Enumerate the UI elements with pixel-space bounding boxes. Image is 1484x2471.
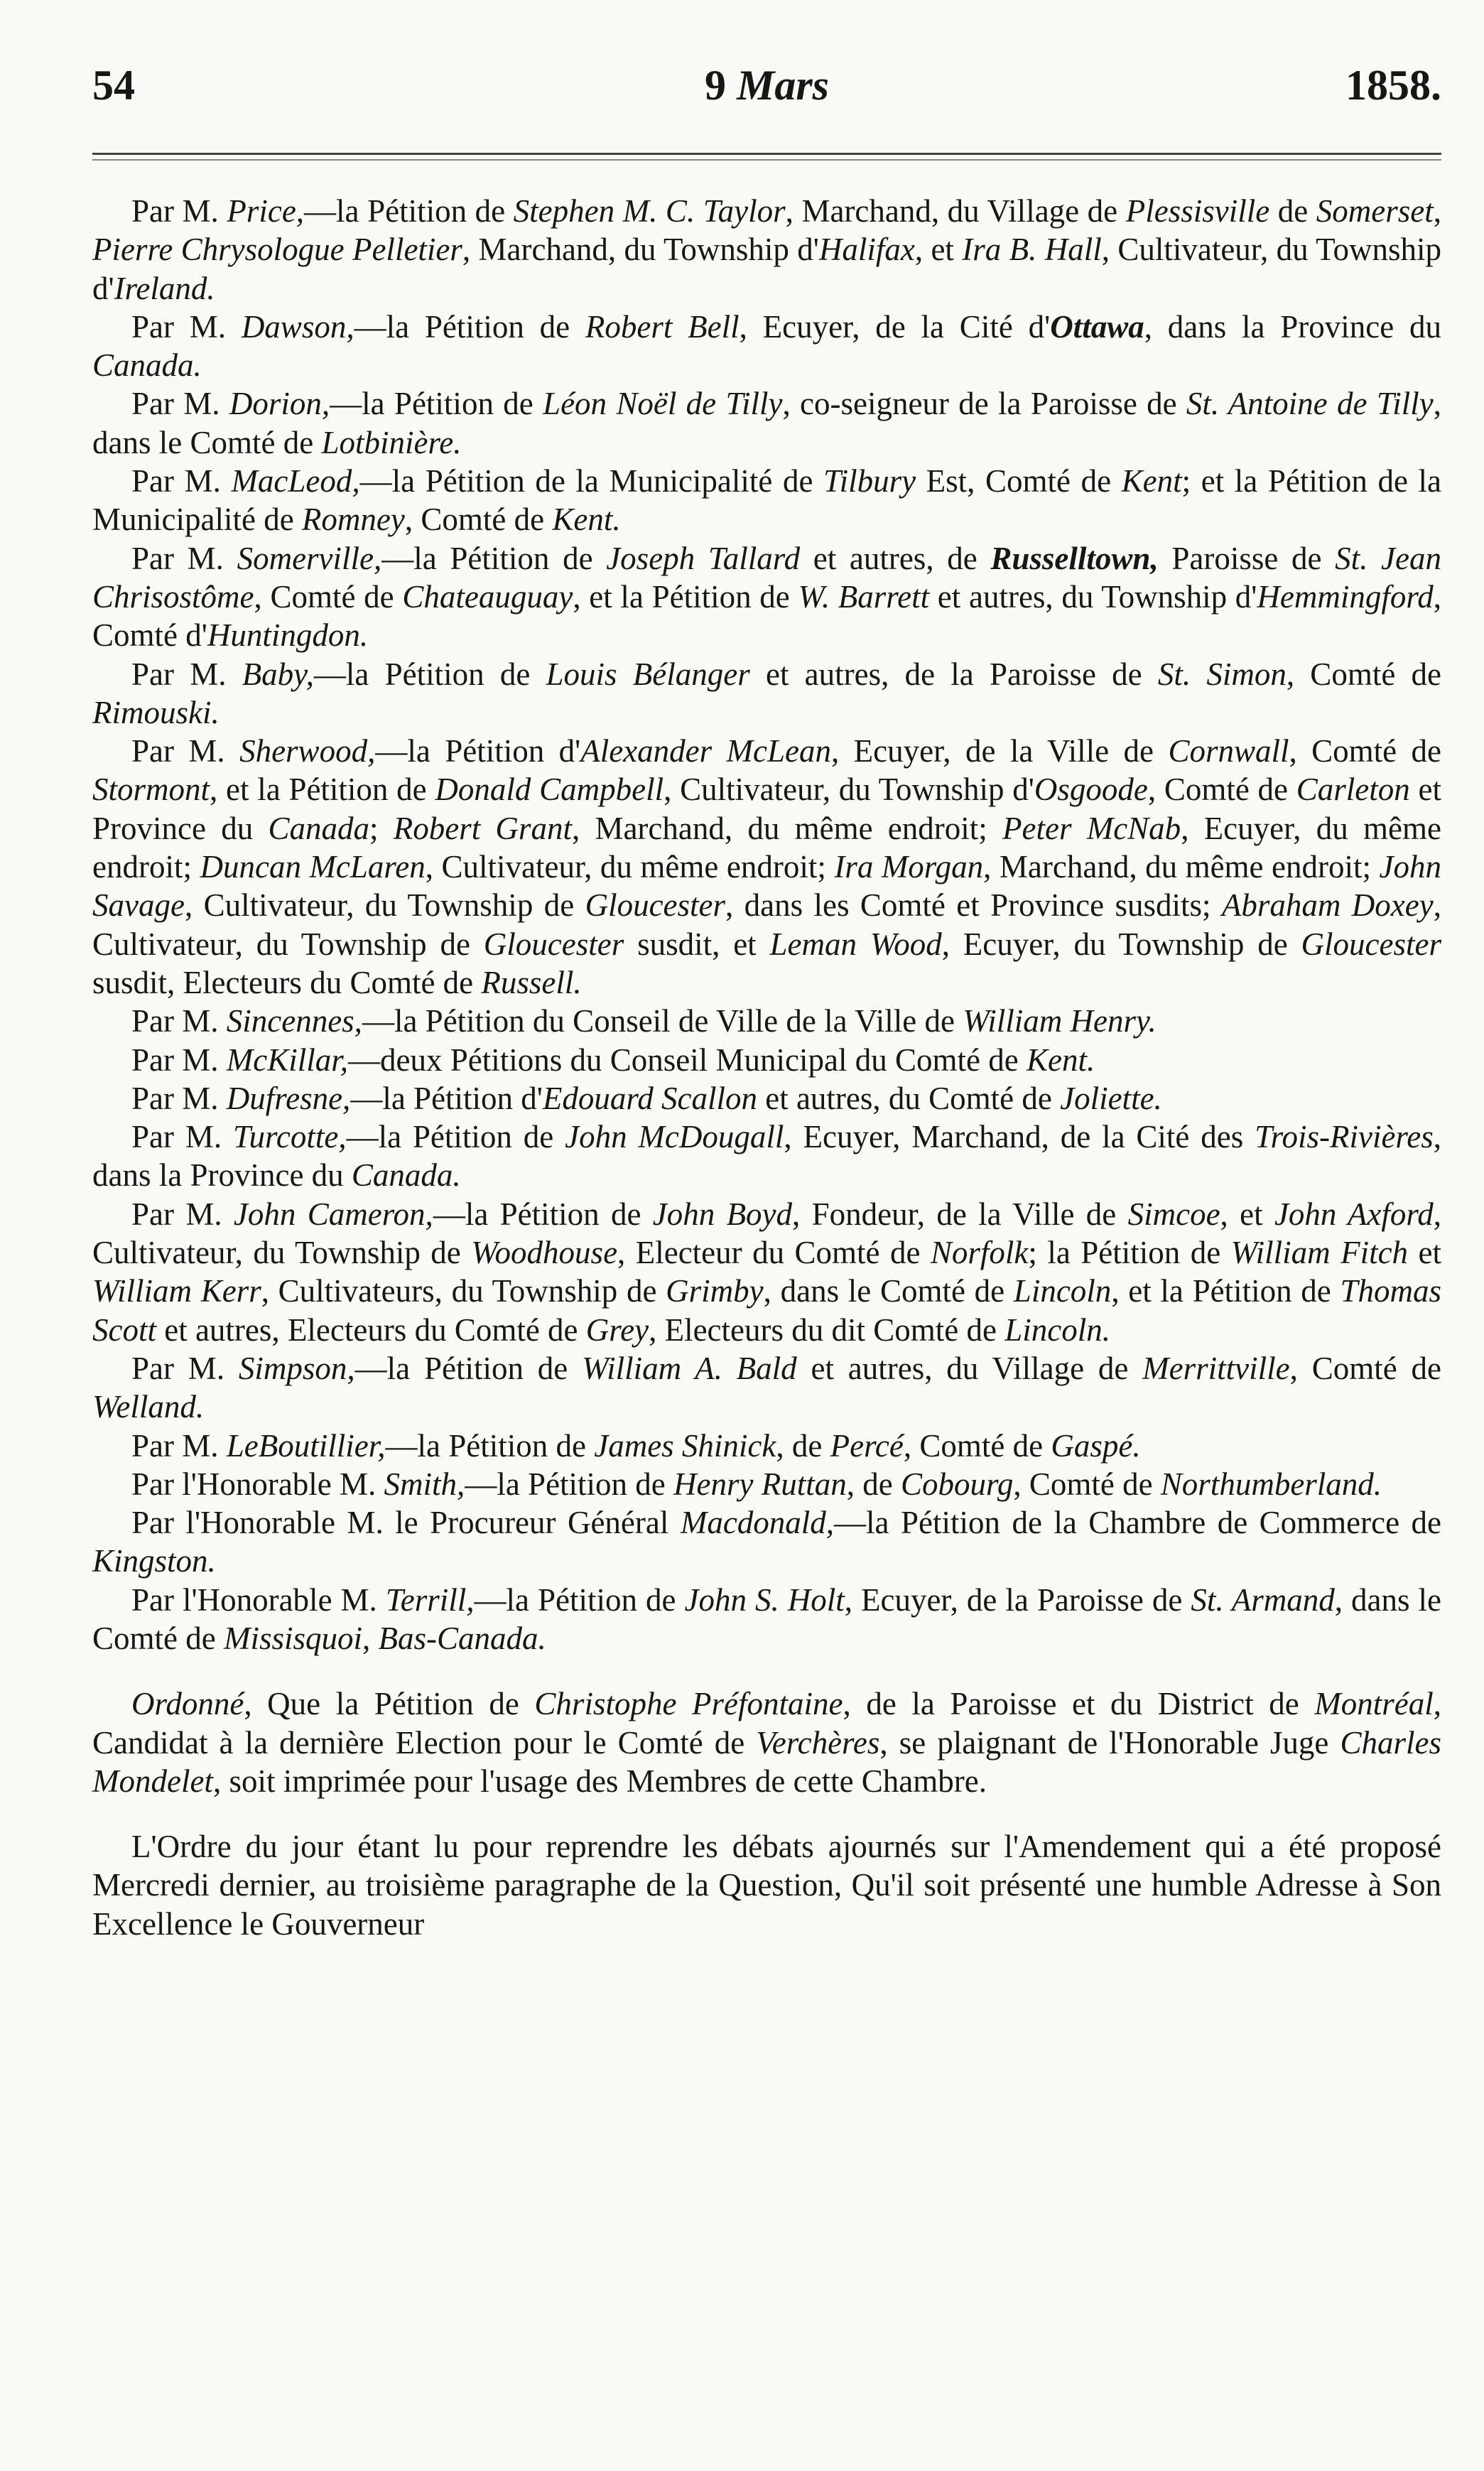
text-run: Par M. xyxy=(131,1042,227,1078)
text-run: , Candidat à la dernière Election pour le Comté de xyxy=(92,1686,1441,1761)
text-run: , et la Pétition de xyxy=(1111,1273,1341,1309)
italic-name: Peter McNab xyxy=(1002,810,1181,846)
petition-paragraph xyxy=(92,192,1441,308)
text-run: —la Pétition de la Municipalité de xyxy=(359,463,824,499)
text-run: Par M. xyxy=(131,1119,233,1155)
text-run: Paroisse de xyxy=(1158,540,1336,576)
italic-name: Canada. xyxy=(92,347,202,384)
text-run: , Comté de xyxy=(1289,1350,1441,1386)
italic-name: Robert Grant xyxy=(393,810,572,846)
text-run: , Comté d' xyxy=(92,578,1441,654)
text-run: —la Pétition de xyxy=(433,1196,653,1232)
text-run: —deux Pétitions du Conseil Municipal du Comté de xyxy=(348,1042,1027,1078)
text-run: , dans le Comté de xyxy=(763,1273,1014,1309)
text-run: , xyxy=(362,1620,379,1656)
text-run: —la Pétition de xyxy=(354,1350,583,1386)
header-year: 1858. xyxy=(1345,62,1441,109)
italic-name: Romney xyxy=(301,502,405,538)
italic-name: Louis Bélanger xyxy=(546,656,750,692)
text-run: , Marchand, du même endroit; xyxy=(983,849,1380,885)
italic-name: Kent. xyxy=(552,502,621,538)
text-run: , Ecuyer, du même endroit; xyxy=(92,810,1441,885)
text-run: —la Pétition d' xyxy=(350,1080,543,1116)
italic-name: William A. Bald xyxy=(582,1350,797,1386)
text-run: —la Pétition de la Chambre de Commerce de xyxy=(834,1505,1441,1541)
text-run: et autres, Electeurs du Comté de xyxy=(156,1312,586,1348)
text-run: Par M. xyxy=(131,193,227,229)
italic-name: John Boyd xyxy=(652,1196,793,1232)
text-run: Par M. xyxy=(131,540,237,576)
text-run: Par M. xyxy=(131,386,229,422)
petition-paragraph xyxy=(92,1503,1441,1581)
text-run: ; et la Pétition de la Municipalité de xyxy=(92,463,1442,538)
header-rule xyxy=(92,153,1441,161)
text-run: , co-seigneur de la Paroisse de xyxy=(782,386,1186,422)
petition-paragraph xyxy=(92,384,1441,462)
document-body xyxy=(92,192,1441,1943)
italic-name: Tilbury xyxy=(823,463,916,499)
italic-name: Merrittville xyxy=(1142,1350,1290,1386)
italic-name: Plessisville xyxy=(1125,193,1270,229)
text-run: Par M. xyxy=(131,656,242,692)
header-date xyxy=(92,50,1441,121)
text-run: Par M. xyxy=(131,1350,239,1386)
text-run: —la Pétition de xyxy=(354,308,585,345)
italic-name: Thomas Scott xyxy=(92,1273,1441,1348)
italic-name: Cobourg xyxy=(900,1466,1014,1502)
text-run: , Que la Pétition de xyxy=(244,1686,535,1722)
petition-paragraph xyxy=(92,1581,1441,1658)
text-run: —la Pétition de xyxy=(385,1427,595,1464)
italic-name: Chateauguay xyxy=(402,578,573,615)
italic-name: Joliette. xyxy=(1060,1080,1162,1116)
italic-name: St. Armand xyxy=(1191,1581,1335,1618)
text-run: , Comté de xyxy=(1289,733,1442,769)
italic-name: Montréal xyxy=(1314,1686,1434,1722)
italic-name: Northumberland. xyxy=(1160,1466,1382,1502)
text-run: , Comté de xyxy=(1147,772,1296,808)
text-run: , dans la Province du xyxy=(92,1119,1441,1194)
petition-paragraph xyxy=(92,655,1441,732)
italic-name: Russell. xyxy=(481,964,582,1000)
text-run: , Comté de xyxy=(254,578,403,615)
text-run: , Electeurs du dit Comté de xyxy=(649,1312,1005,1348)
italic-name: Kent. xyxy=(1026,1042,1095,1078)
text-run: de xyxy=(1269,193,1316,229)
text-run: et autres, du Village de xyxy=(796,1350,1143,1386)
italic-name: Sherwood, xyxy=(239,733,376,769)
italic-name: Welland. xyxy=(92,1389,205,1425)
text-run: , Comté de xyxy=(903,1427,1051,1464)
italic-name: W. Barrett xyxy=(798,578,930,615)
text-run: , Comté de xyxy=(1286,656,1441,692)
text-run: —la Pétition de xyxy=(465,1466,674,1502)
italic-name: Huntingdon. xyxy=(207,617,369,654)
petition-paragraph xyxy=(92,1827,1441,1943)
text-run: —la Pétition de xyxy=(381,540,607,576)
italic-name: Osgoode xyxy=(1034,772,1148,808)
italic-name: Smith, xyxy=(384,1466,465,1502)
text-run: Par M. xyxy=(131,1080,227,1116)
italic-name: Charles Mondelet xyxy=(92,1724,1441,1799)
italic-name: Lotbinière. xyxy=(321,424,462,460)
text-run: Par M. xyxy=(131,733,240,769)
text-run: ; la Pétition de xyxy=(1028,1235,1231,1271)
text-run: , de xyxy=(776,1427,830,1464)
text-run: , Cultivateur, du même endroit; xyxy=(425,849,835,885)
italic-name: Terrill, xyxy=(385,1581,475,1618)
italic-name: James Shinick xyxy=(594,1427,776,1464)
italic-name: Sincennes, xyxy=(226,1003,362,1039)
italic-name: Joseph Tallard xyxy=(606,540,801,576)
italic-name: John McDougall xyxy=(565,1119,784,1155)
text-run: , Electeur du Comté de xyxy=(617,1235,931,1271)
petition-paragraph xyxy=(92,1465,1441,1503)
italic-name: Stephen M. C. Taylor xyxy=(513,193,786,229)
italic-name: Edouard Scallon xyxy=(542,1080,757,1116)
petition-paragraph xyxy=(92,1427,1441,1465)
italic-name: Rimouski. xyxy=(92,694,220,730)
text-run: , Ecuyer, du Township de xyxy=(941,926,1301,962)
italic-name: Gloucester xyxy=(483,926,624,962)
text-run: —la Pétition de xyxy=(330,386,543,422)
italic-name: LeBoutillier, xyxy=(226,1427,386,1464)
italic-name: John Savage xyxy=(92,849,1441,924)
italic-name: Missisquoi xyxy=(223,1620,362,1656)
text-run: —la Pétition du Conseil de Ville de la Ville de xyxy=(362,1003,963,1039)
italic-name: St. Jean Chrisostôme xyxy=(92,540,1441,615)
text-run: , Cultivateurs, du Township de xyxy=(261,1273,666,1309)
header-day: 9 xyxy=(704,62,726,109)
text-run: et Province du xyxy=(92,772,1441,846)
italic-name: Canada. xyxy=(351,1157,461,1194)
italic-name: Canada xyxy=(268,810,369,846)
italic-name: Halifax xyxy=(818,232,915,268)
italic-name: Duncan McLaren xyxy=(200,849,426,885)
text-run: —la Pétition de xyxy=(474,1581,685,1618)
text-run: , de xyxy=(846,1466,901,1502)
italic-name: Percé xyxy=(830,1427,904,1464)
italic-name: Gloucester xyxy=(1301,926,1441,962)
text-run: , Cultivateur, du Township d' xyxy=(664,772,1034,808)
italic-name: Abraham Doxey xyxy=(1221,887,1434,924)
italic-name: Simpson, xyxy=(238,1350,355,1386)
text-run: , et la Pétition de xyxy=(210,772,435,808)
text-run: et autres, de la Paroisse de xyxy=(749,656,1158,692)
italic-name: Ottawa xyxy=(1050,308,1144,345)
text-run: , Ecuyer, de la Cité d' xyxy=(739,308,1051,345)
text-run: Par M. xyxy=(131,463,232,499)
petition-paragraph xyxy=(92,462,1441,539)
petition-paragraph xyxy=(92,1349,1441,1427)
italic-name: MacLeod, xyxy=(231,463,360,499)
italic-name: Somerville, xyxy=(237,540,382,576)
text-run: —la Pétition de xyxy=(313,656,546,692)
italic-name: William Henry. xyxy=(963,1003,1157,1039)
italic-name: Turcotte, xyxy=(232,1119,347,1155)
italic-name: Carleton xyxy=(1296,772,1410,808)
text-run: , dans la Province du xyxy=(1144,308,1442,345)
text-run: , Cultivateur, du Township de xyxy=(184,887,585,924)
petition-paragraph xyxy=(92,1079,1441,1118)
text-run: L'Ordre du jour étant lu pour reprendre les débats ajournés sur l'Amendement qui a été proposé Mercredi dernier, au troisième paragraphe de la Question, Qu'il soit présenté une humble Adresse à Son Excellence le Gouverneur xyxy=(92,1829,1441,1942)
italic-name: Grimby xyxy=(666,1273,764,1309)
italic-name: John Cameron, xyxy=(233,1196,433,1232)
italic-name: Léon Noël de Tilly xyxy=(543,386,783,422)
text-run: , Marchand, du même endroit; xyxy=(571,810,1003,846)
text-run: , Fondeur, de la Ville de xyxy=(792,1196,1128,1232)
petition-paragraph xyxy=(92,732,1441,1002)
text-run: , dans les Comté et Province susdits; xyxy=(725,887,1222,924)
italic-name: St. Antoine de Tilly xyxy=(1186,386,1434,422)
italic-name: Christophe Préfontaine xyxy=(534,1686,843,1722)
text-run: , Ecuyer, Marchand, de la Cité des xyxy=(784,1119,1255,1155)
text-run: , dans le Comté de xyxy=(92,386,1442,460)
italic-name: Simcoe xyxy=(1127,1196,1220,1232)
italic-name: Lincoln. xyxy=(1004,1312,1110,1348)
text-run: , et la Pétition de xyxy=(573,578,798,615)
text-run: , et xyxy=(1220,1196,1274,1232)
italic-name: Gaspé. xyxy=(1051,1427,1141,1464)
text-run: —la Pétition de xyxy=(304,193,514,229)
page-number: 54 xyxy=(92,62,135,109)
petition-paragraph xyxy=(92,1118,1441,1195)
text-run: , Ecuyer, de la Paroisse de xyxy=(844,1581,1191,1618)
running-header xyxy=(92,50,1441,121)
italic-name: William Fitch xyxy=(1230,1235,1409,1271)
italic-name: Trois-Rivières xyxy=(1255,1119,1434,1155)
italic-name: Pierre Chrysologue Pelletier xyxy=(92,232,462,268)
italic-name: Cornwall xyxy=(1168,733,1289,769)
italic-name: Dufresne, xyxy=(226,1080,351,1116)
italic-name: Macdonald, xyxy=(680,1505,835,1541)
italic-name: Hemmingford xyxy=(1257,578,1434,615)
text-run: Par M. xyxy=(131,1196,234,1232)
text-run: susdit, et xyxy=(624,926,770,962)
italic-name: Ira B. Hall xyxy=(962,232,1102,268)
italic-name: Kingston. xyxy=(92,1543,216,1579)
petition-paragraph xyxy=(92,1195,1441,1349)
header-month: Mars xyxy=(736,62,830,109)
italic-name: Ordonné xyxy=(131,1686,244,1722)
text-run: , Cultivateur, du Township d' xyxy=(92,232,1441,306)
text-run: , se plaignant de l'Honorable Juge xyxy=(879,1724,1341,1761)
italic-name: Donald Campbell xyxy=(435,772,664,808)
text-run: Par M. xyxy=(131,1003,227,1039)
italic-name: Grey xyxy=(585,1312,649,1348)
italic-name: Kent xyxy=(1121,463,1182,499)
italic-name: Gloucester xyxy=(585,887,726,924)
text-run: Par l'Honorable M. xyxy=(131,1466,384,1502)
text-run: Est, Comté de xyxy=(916,463,1122,499)
text-run: et autres, de xyxy=(800,540,991,576)
italic-name: Ira Morgan xyxy=(834,849,984,885)
italic-name: Henry Ruttan xyxy=(673,1466,847,1502)
text-run: , Marchand, du Township d' xyxy=(462,232,819,268)
text-run: Par l'Honorable M. le Procureur Général xyxy=(131,1505,681,1541)
text-run: et autres, du Township d' xyxy=(929,578,1257,615)
text-run: , Cultivateur, du Township de xyxy=(92,887,1441,962)
text-run: , et xyxy=(914,232,963,268)
text-run: , dans le Comté de xyxy=(92,1581,1442,1656)
text-run: , Marchand, du Village de xyxy=(785,193,1126,229)
italic-name: John Axford xyxy=(1274,1196,1434,1232)
italic-name: Dawson, xyxy=(241,308,354,345)
petition-paragraph xyxy=(92,539,1441,655)
italic-name: Dorion, xyxy=(229,386,330,422)
italic-name: John S. Holt xyxy=(684,1581,845,1618)
text-run: ; xyxy=(369,810,394,846)
italic-name: Robert Bell xyxy=(585,308,740,345)
text-run: , Ecuyer, de la Ville de xyxy=(831,733,1169,769)
text-run: , soit imprimée pour l'usage des Membres de cette Chambre. xyxy=(212,1763,987,1799)
text-run: , de la Paroisse et du District de xyxy=(843,1686,1315,1722)
italic-name: Alexander McLean xyxy=(580,733,832,769)
italic-name: Russelltown, xyxy=(990,540,1159,576)
text-run: , xyxy=(1433,193,1441,229)
italic-name: Norfolk xyxy=(930,1235,1029,1271)
italic-name: St. Simon xyxy=(1157,656,1287,692)
text-run: Par M. xyxy=(131,308,242,345)
italic-name: Ireland. xyxy=(114,270,215,306)
text-run: , Comté de xyxy=(1013,1466,1161,1502)
text-run: susdit, Electeurs du Comté de xyxy=(92,964,482,1000)
text-run: —la Pétition de xyxy=(346,1119,565,1155)
italic-name: Stormont xyxy=(92,772,210,808)
text-run: —la Pétition d' xyxy=(375,733,581,769)
petition-paragraph xyxy=(92,308,1441,385)
text-run: , Cultivateur, du Township de xyxy=(92,1196,1441,1271)
petition-paragraph xyxy=(92,1041,1441,1079)
italic-name: Somerset xyxy=(1316,193,1434,229)
petition-paragraph xyxy=(92,1002,1441,1040)
italic-name: Baby, xyxy=(242,656,314,692)
italic-name: Leman Wood xyxy=(769,926,942,962)
italic-name: Verchères xyxy=(756,1724,880,1761)
text-run: et autres, du Comté de xyxy=(757,1080,1061,1116)
italic-name: Woodhouse xyxy=(471,1235,618,1271)
italic-name: William Kerr xyxy=(92,1273,261,1309)
italic-name: McKillar, xyxy=(226,1042,349,1078)
text-run: Par l'Honorable M. xyxy=(131,1581,386,1618)
text-run: Par M. xyxy=(131,1427,227,1464)
petition-paragraph xyxy=(92,1685,1441,1800)
text-run: , Comté de xyxy=(404,502,553,538)
italic-name: Bas-Canada. xyxy=(378,1620,546,1656)
italic-name: Price, xyxy=(227,193,305,229)
italic-name: Lincoln xyxy=(1013,1273,1112,1309)
text-run: et xyxy=(1408,1235,1441,1271)
